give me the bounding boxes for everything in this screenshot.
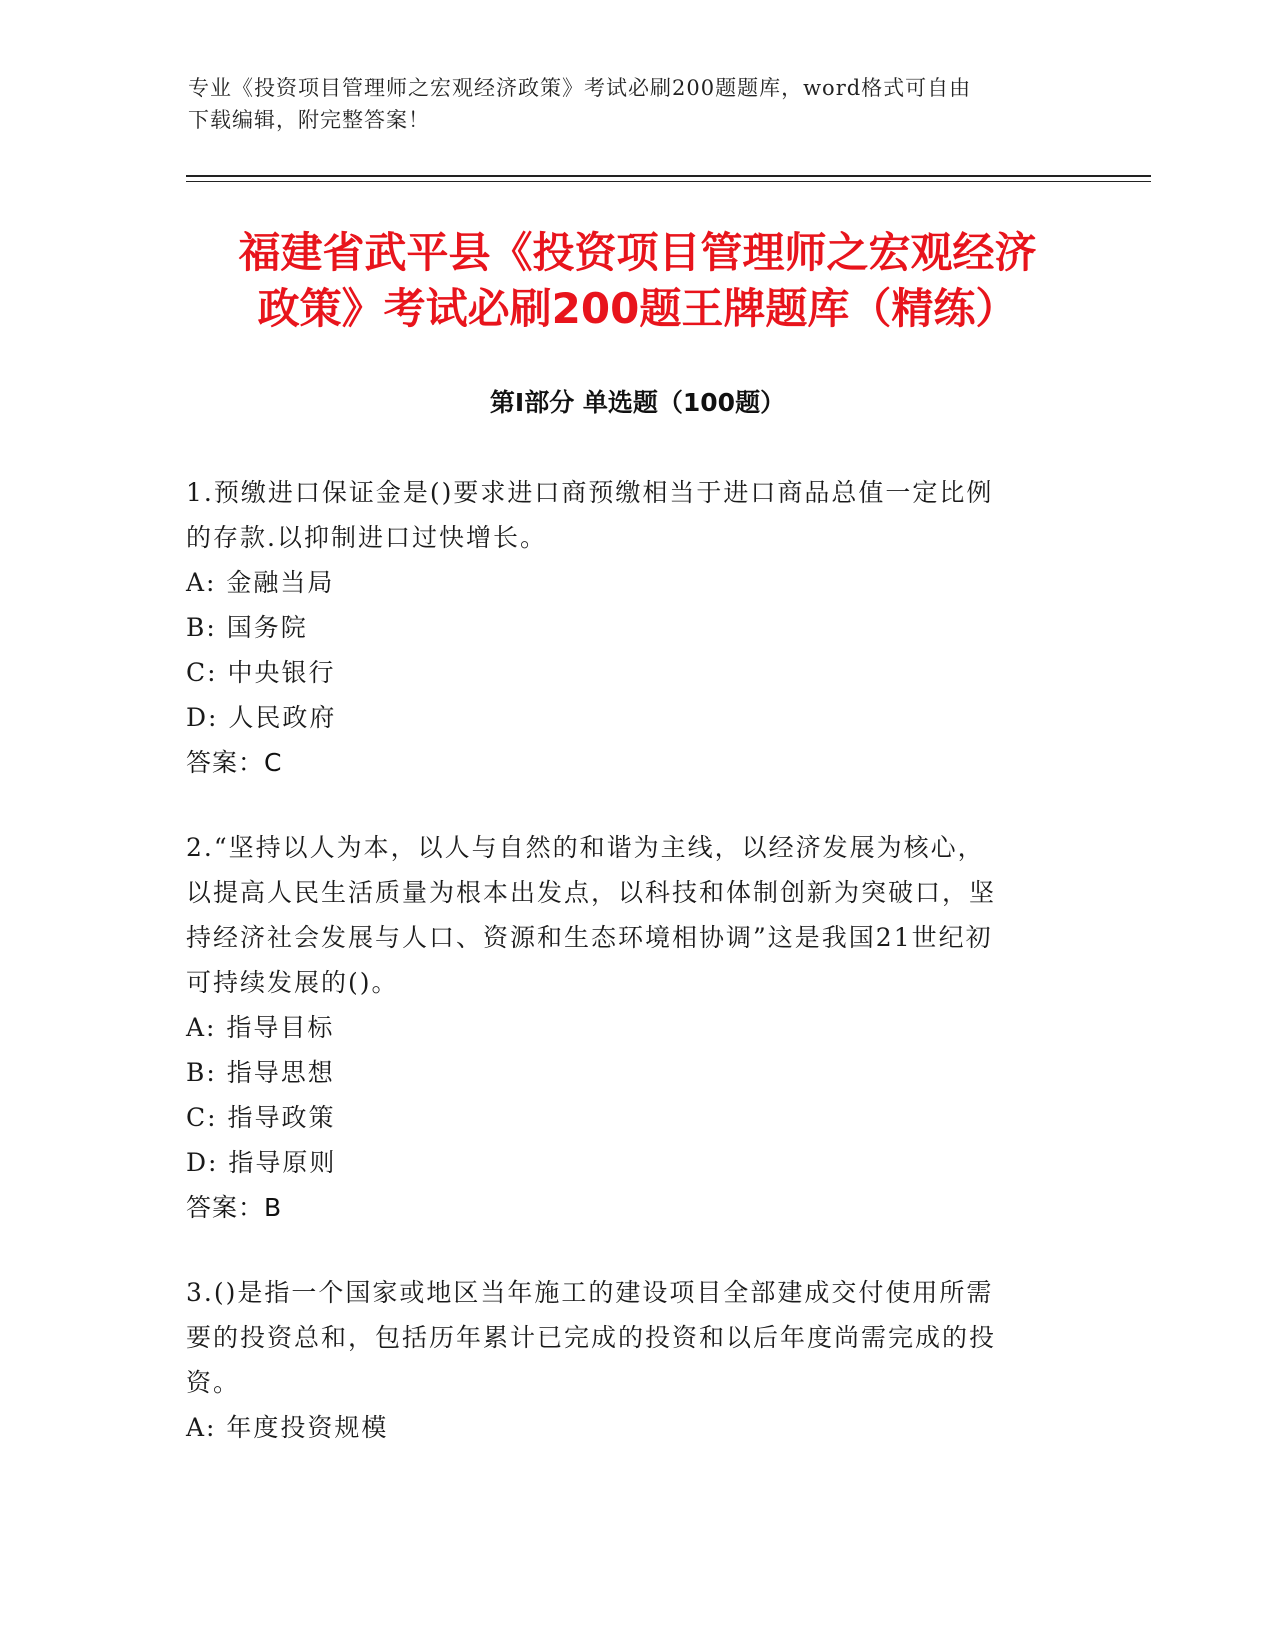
option-b: B: 国务院 — [186, 613, 308, 642]
option-d: D: 人民政府 — [186, 703, 337, 732]
question-2 — [186, 825, 1066, 1230]
question-text: 持经济社会发展与人口、资源和生态环境相协调”这是我国21世纪初 — [186, 923, 993, 952]
question-text: 的存款.以抑制进口过快增长。 — [186, 523, 547, 552]
option-d: D: 指导原则 — [186, 1148, 337, 1177]
question-text: 1.预缴进口保证金是()要求进口商预缴相当于进口商品总值一定比例 — [186, 478, 994, 507]
title-line: 福建省武平县《投资项目管理师之宏观经济 — [238, 228, 1037, 277]
option-a: A: 金融当局 — [186, 568, 335, 597]
answer: 答案：B — [186, 1193, 283, 1222]
question-text: 要的投资总和，包括历年累计已完成的投资和以后年度尚需完成的投 — [186, 1323, 997, 1352]
option-c: C: 中央银行 — [186, 658, 336, 687]
question-text: 2.“坚持以人为本，以人与自然的和谐为主线，以经济发展为核心， — [186, 833, 985, 862]
header-divider-thin — [186, 181, 1151, 182]
option-c: C: 指导政策 — [186, 1103, 336, 1132]
option-a: A: 年度投资规模 — [186, 1413, 389, 1442]
question-text: 3.()是指一个国家或地区当年施工的建设项目全部建成交付使用所需 — [186, 1278, 994, 1307]
question-1 — [186, 470, 1066, 785]
title-line: 政策》考试必刷200题王牌题库（精练） — [257, 284, 1018, 333]
question-list — [186, 470, 1066, 1490]
section-title: 第Ⅰ部分 单选题（100题） — [489, 388, 786, 417]
header-note-line: 专业《投资项目管理师之宏观经济政策》考试必刷200题题库，word格式可自由 — [188, 76, 972, 100]
option-b: B: 指导思想 — [186, 1058, 335, 1087]
header-note — [188, 72, 1068, 136]
header-note-line: 下载编辑，附完整答案！ — [188, 108, 430, 132]
header-divider — [186, 175, 1151, 177]
question-text: 资。 — [186, 1368, 241, 1397]
option-a: A: 指导目标 — [186, 1013, 335, 1042]
document-title — [150, 225, 1125, 337]
question-text: 以提高人民生活质量为根本出发点，以科技和体制创新为突破口，坚 — [186, 878, 997, 907]
question-text: 可持续发展的()。 — [186, 968, 399, 997]
question-3 — [186, 1270, 1066, 1450]
answer: 答案：C — [186, 748, 283, 777]
